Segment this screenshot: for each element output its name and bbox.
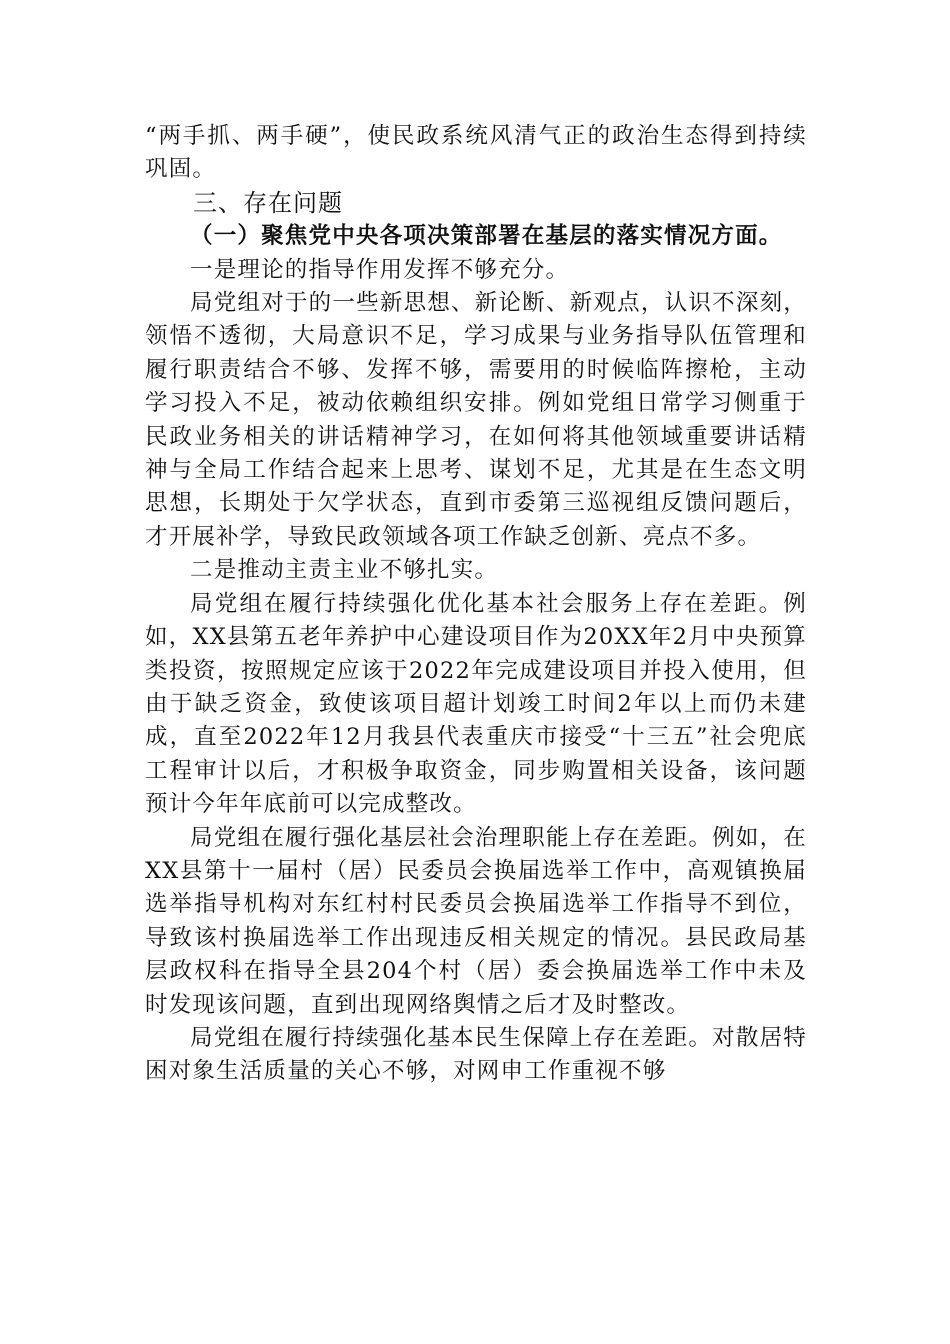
section-heading: 三、存在问题: [193, 188, 343, 217]
body-paragraph: 局党组在履行持续强化优化基本社会服务上存在差距。例如，XX县第五老年养护中心建设项目作为20XX年2月中央预算类投资，按照规定应该于2022年完成建设项目并投入使用，但由于缺乏资金，致使该项目超计划竣工时间2年以上而仍未建成，直至2022年12月我县代表重庆市接受“十三五”社会兜底工程审计以后，才积极争取资金，同步购置相关设备，该问题预计今年年底前可以完成整改。: [145, 590, 807, 818]
body-paragraph: 局党组在履行强化基层社会治理职能上存在差距。例如，在XX县第十一届村（居）民委员会换届选举工作中，高观镇换届选举指导机构对东红村村民委员会换届选举工作指导不到位，导致该村换届选举工作出现违反相关规定的情况。县民政局基层政权科在指导全县204个村（居）委会换届选举工作中未及时发现该问题，直到出现网络舆情之后才及时整改。: [145, 824, 807, 1018]
point-heading-2: 二是推动主责主业不够扎实。: [190, 557, 499, 584]
paragraph-continuation: “两手抓、两手硬”，使民政系统风清气正的政治生态得到持续巩固。: [145, 123, 807, 183]
body-paragraph: 局党组在履行持续强化基本民生保障上存在差距。对散居特困对象生活质量的关心不够，对网申工作重视不够: [145, 1024, 807, 1085]
body-paragraph: 局党组对于的一些新思想、新论断、新观点，认识不深刻，领悟不透彻，大局意识不足，学习成果与业务指导队伍管理和履行职责结合不够、发挥不够，需要用的时候临阵擦枪，主动学习投入不足，被动依赖组织安排。例如党组日常学习侧重于民政业务相关的讲话精神学习，在如何将其他领域重要讲话精神与全局工作结合起来上思考、谋划不足，尤其是在生态文明思想，长期处于欠学状态，直到市委第三巡视组反馈问题后，才开展补学，导致民政领域各项工作缺乏创新、亮点不多。: [145, 290, 807, 550]
document-body: [145, 120, 807, 1089]
subsection-heading: （一）聚焦党中央各项决策部署在基层的落实情况方面。: [190, 223, 783, 250]
point-heading-1: 一是理论的指导作用发挥不够充分。: [190, 256, 570, 283]
